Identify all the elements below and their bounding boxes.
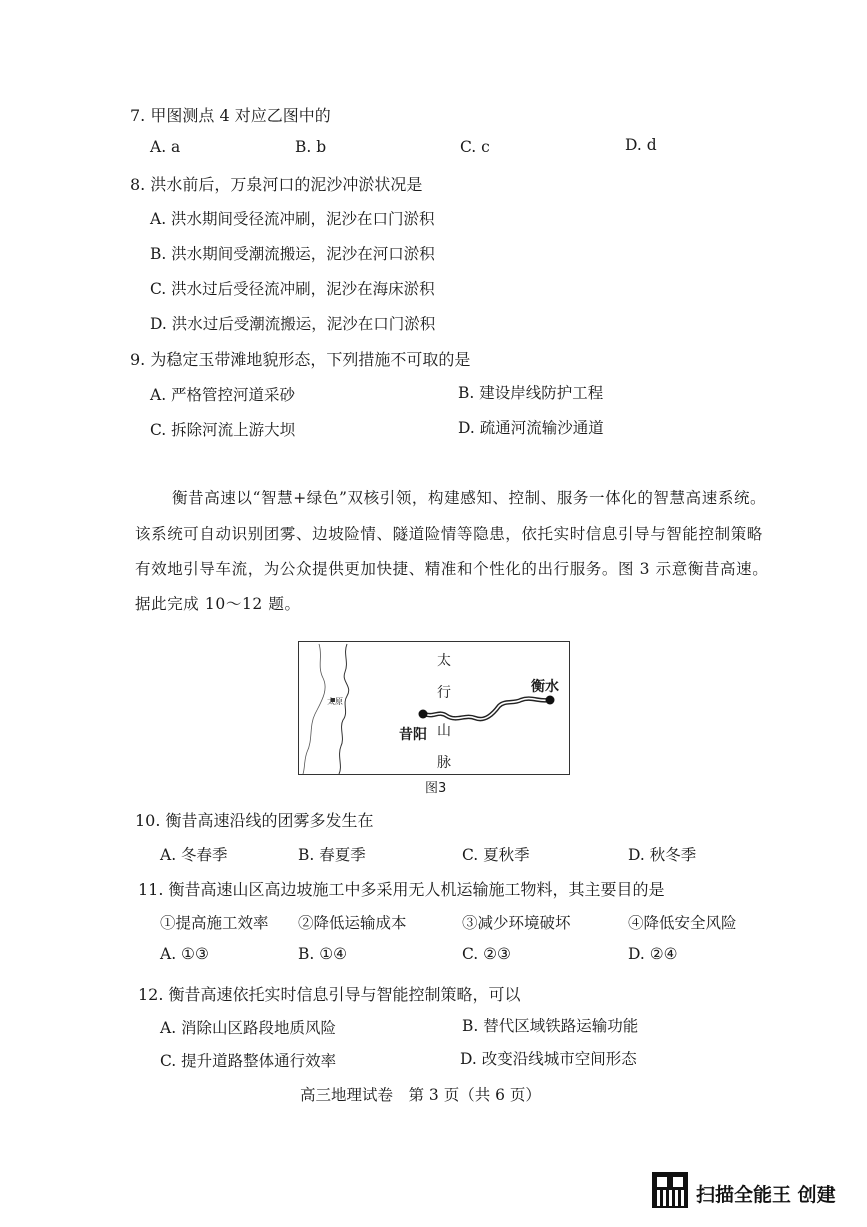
label-taiyuan: 太原: [327, 697, 343, 706]
question-9-option-d: D. 疏通河流输沙通道: [458, 419, 604, 437]
question-11-option-d: D. ②④: [628, 945, 678, 963]
scanner-watermark: 扫描全能王 创建: [696, 1184, 836, 1206]
question-11-option-b: B. ①④: [298, 945, 348, 963]
question-11-option-c: C. ②③: [462, 945, 511, 963]
question-10-option-a: A. 冬春季: [160, 846, 228, 864]
passage-line-4: 据此完成 10～12 题。: [135, 595, 301, 613]
question-8-option-b: B. 洪水期间受潮流搬运，泥沙在河口淤积: [150, 245, 435, 263]
xiyang-marker: [419, 710, 428, 719]
river-line: [303, 644, 325, 774]
page-footer: 高三地理试卷 第 3 页（共 6 页）: [300, 1086, 541, 1104]
question-9-option-c: C. 拆除河流上游大坝: [150, 421, 296, 439]
label-hengshui: 衡水: [531, 679, 559, 695]
question-8-option-a: A. 洪水期间受径流冲刷，泥沙在口门淤积: [150, 210, 435, 228]
question-8-stem: 8. 洪水前后，万泉河口的泥沙冲淤状况是: [130, 175, 423, 194]
question-12-option-b: B. 替代区域铁路运输功能: [462, 1017, 639, 1035]
question-10-stem: 10. 衡昔高速沿线的团雾多发生在: [135, 811, 374, 830]
question-12-option-d: D. 改变沿线城市空间形态: [460, 1050, 637, 1068]
question-11-statement-2: ②降低运输成本: [298, 914, 407, 932]
question-11-stem: 11. 衡昔高速山区高边坡施工中多采用无人机运输施工物料，其主要目的是: [138, 880, 665, 899]
map-graphic: [299, 642, 569, 774]
question-11-statement-4: ④降低安全风险: [628, 914, 737, 932]
question-9-option-b: B. 建设岸线防护工程: [458, 384, 604, 402]
figure-3-caption: 图3: [425, 781, 447, 796]
question-7-option-d: D. d: [625, 136, 657, 154]
question-12-option-a: A. 消除山区路段地质风险: [160, 1019, 337, 1037]
question-7-option-a: A. a: [150, 138, 181, 156]
question-12-option-c: C. 提升道路整体通行效率: [160, 1052, 337, 1070]
question-8-option-c: C. 洪水过后受径流冲刷，泥沙在海床淤积: [150, 280, 435, 298]
hengshui-marker: [546, 696, 555, 705]
passage-line-3: 有效地引导车流，为公众提供更加快捷、精准和个性化的出行服务。图 3 示意衡昔高速。: [135, 560, 769, 578]
question-9-option-a: A. 严格管控河道采砂: [150, 386, 296, 404]
question-8-option-d: D. 洪水过后受潮流搬运，泥沙在口门淤积: [150, 315, 436, 333]
question-12-stem: 12. 衡昔高速依托实时信息引导与智能控制策略，可以: [138, 985, 521, 1004]
figure-3-map: [298, 641, 570, 775]
question-10-option-c: C. 夏秋季: [462, 846, 530, 864]
boundary-line-west: [339, 644, 349, 774]
question-11-statement-1: ①提高施工效率: [160, 914, 269, 932]
question-7-option-b: B. b: [295, 138, 327, 156]
question-11-option-a: A. ①③: [160, 945, 209, 963]
question-7-stem: 7. 甲图测点 4 对应乙图中的: [130, 106, 331, 125]
question-10-option-b: B. 春夏季: [298, 846, 366, 864]
passage-line-2: 该系统可自动识别团雾、边坡险情、隧道险情等隐患，依托实时信息引导与智能控制策略: [135, 525, 763, 543]
question-11-statement-3: ③减少环境破坏: [462, 914, 571, 932]
label-mountain-xing: 行: [437, 685, 451, 701]
label-mountain-shan: 山: [437, 723, 451, 739]
question-7-option-c: C. c: [460, 138, 490, 156]
passage-line-1: 衡昔高速以“智慧+绿色”双核引领，构建感知、控制、服务一体化的智慧高速系统。: [172, 489, 767, 507]
label-mountain-mai: 脉: [437, 755, 451, 771]
label-xiyang: 昔阳: [399, 727, 427, 743]
qr-code-icon: [652, 1172, 688, 1208]
question-9-stem: 9. 为稳定玉带滩地貌形态，下列措施不可取的是: [130, 350, 471, 369]
question-10-option-d: D. 秋冬季: [628, 846, 697, 864]
label-mountain-tai: 太: [437, 653, 451, 669]
